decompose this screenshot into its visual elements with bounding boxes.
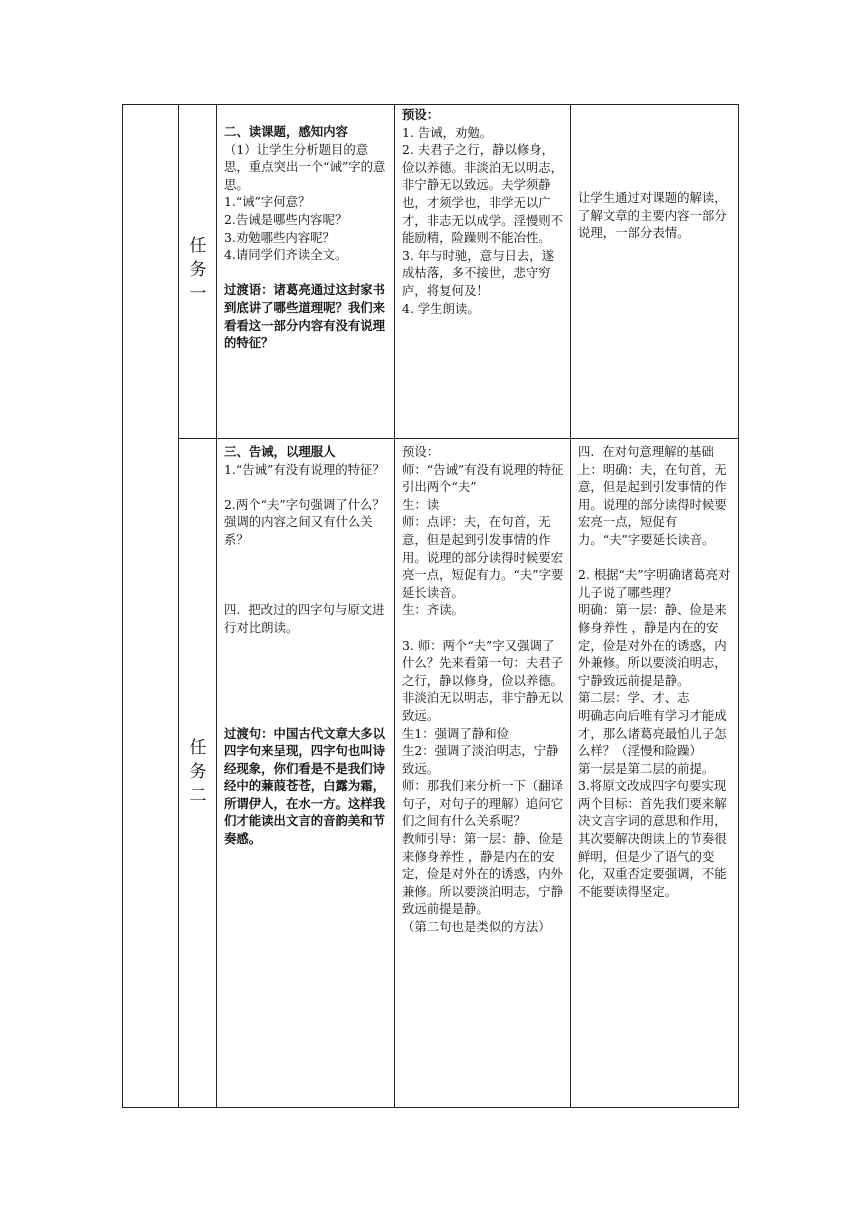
task-1-char: 务: [189, 260, 207, 280]
cell-paragraph: 三、告诫，以理服人: [224, 444, 336, 459]
task-2-expected-answers: [402, 443, 566, 936]
task-2-label: [180, 736, 216, 808]
cell-paragraph: 生1：强调了静和俭: [402, 725, 510, 741]
cell-paragraph: 3. 师：两个“夫”字又强调了什么？先来看第一句：夫君子之行，静以修身，俭以养德。非淡泊无以明志，非宁静无以致远。: [402, 637, 564, 723]
cell-paragraph: [224, 549, 390, 567]
cell-paragraph: 第一层是第二层的前提。: [578, 760, 715, 776]
cell-paragraph: [224, 584, 390, 602]
task-1-expected-answers: [402, 106, 566, 317]
cell-paragraph: 4.请同学们齐读全文。: [224, 247, 348, 263]
cell-paragraph: 2.两个“夫”字句强调了什么？强调的内容之间又有什么关系？: [224, 496, 385, 547]
table-row-divider: [178, 438, 739, 439]
task-1-char: 一: [189, 284, 207, 304]
cell-paragraph: 四. 把改过的四字句与原文进行对比朗读。: [224, 602, 385, 635]
cell-paragraph: 师：那我们来分析一下（翻译句子，对句子的理解）追问它们之间有什么关系呢？: [402, 778, 564, 829]
cell-paragraph: 1.“告诫”有没有说理的特征？: [224, 461, 385, 477]
table-border-bottom: [122, 1107, 739, 1108]
cell-paragraph: [578, 549, 734, 567]
task-1-activities: [224, 123, 390, 352]
cell-paragraph: （第二句也是类似的方法）: [402, 919, 551, 935]
cell-paragraph: 预设：: [402, 107, 440, 122]
task-2-activities: [224, 443, 390, 848]
cell-paragraph: 师：点评：夫，在句首，无意，但是起到引发事情的作用。说理的部分读得时候要宏亮一点，短促有力。“夫”字要延长读音。: [402, 514, 564, 600]
task-1-label: [180, 234, 216, 306]
table-border-right: [738, 104, 739, 1108]
cell-paragraph: [224, 689, 390, 707]
table-border-top: [122, 104, 739, 105]
cell-paragraph: 过渡语：诸葛亮通过这封家书到底讲了哪些道理呢？我们来看看这一部分内容有没有说理的特征？: [224, 282, 386, 351]
cell-paragraph: 师：“告诫”有没有说理的特征引出两个“夫”: [402, 461, 564, 495]
cell-paragraph: 四. 在对句意理解的基础上：明确：夫，在句首，无意，但是起到引发事情的作用。说理的部分读得时候要宏亮一点，短促有力。“夫”字要延长读音。: [578, 444, 727, 547]
task-2-design-intent: [578, 443, 734, 900]
cell-paragraph: 生：齐读。: [402, 602, 464, 618]
cell-paragraph: 预设：: [402, 444, 440, 459]
cell-paragraph: 明确志向后唯有学习才能成才，那么诸葛亮最怕儿子怎么样？（淫慢和险躁）: [578, 707, 727, 759]
table-column-divider: [216, 104, 217, 1108]
cell-paragraph: [224, 637, 390, 655]
cell-paragraph: 4. 学生朗读。: [402, 300, 480, 316]
cell-paragraph: 2.告诫是哪些内容呢？: [224, 211, 348, 227]
cell-paragraph: [224, 478, 390, 496]
cell-paragraph: （1）让学生分析题目的意思，重点突出一个“诫”字的意思。: [224, 141, 386, 192]
table-border-left: [122, 104, 123, 1108]
cell-paragraph: 让学生通过对课题的解读，了解文章的主要内容一部分说理，一部分表情。: [578, 190, 727, 241]
table-column-divider: [394, 104, 395, 1108]
table-column-divider: [178, 104, 179, 1108]
lesson-plan-table: [122, 104, 739, 1108]
task-2-char: 任: [189, 738, 207, 758]
cell-paragraph: [402, 619, 566, 637]
cell-paragraph: 3.将原文改成四字句要实现两个目标：首先我们要来解决文言字词的意思和作用，其次要解决朗读上的节奏很鲜明，但是少了语气的变化，双重否定要强调，不能不能要读得坚定。: [578, 778, 727, 899]
cell-paragraph: [224, 672, 390, 690]
cell-paragraph: 过渡句：中国古代文章大多以四字句来呈现，四字句也叫诗经现象，你们看是不是我们诗经中的蒹葭苍苍，白露为霜，所谓伊人，在水一方。这样我们才能读出文言的音韵美和节奏感。: [224, 725, 386, 847]
cell-paragraph: 2. 根据“夫”字明确诸葛亮对儿子说了哪些理？: [578, 567, 731, 600]
cell-paragraph: 3.劝勉哪些内容呢？: [224, 229, 335, 245]
cell-paragraph: 1.“诫”字何意？: [224, 194, 311, 210]
cell-paragraph: [224, 264, 390, 282]
cell-paragraph: 第二层：学、才、志: [578, 690, 690, 706]
task-2-char: 务: [189, 762, 207, 782]
task-1-char: 任: [189, 236, 207, 256]
cell-paragraph: 1. 告诫，劝勉。: [402, 124, 493, 140]
table-column-divider: [570, 104, 571, 1108]
cell-paragraph: 二、读课题，感知内容: [224, 124, 348, 139]
cell-paragraph: [224, 566, 390, 584]
task-2-char: 二: [189, 786, 207, 806]
cell-paragraph: 生：读: [402, 496, 440, 512]
cell-paragraph: [224, 654, 390, 672]
cell-paragraph: 生2：强调了淡泊明志，宁静致远。: [402, 743, 559, 776]
cell-paragraph: 3. 年与时驰，意与日去，遂成枯落，多不接世，悲守穷庐，将复何及！: [402, 247, 555, 298]
task-1-design-intent: [578, 189, 734, 242]
cell-paragraph: 明确：第一层：静、俭是来修身养性 ，静是内在的安定，俭是对外在的诱惑，内外兼修。所以要淡泊明志，宁静致远前提是静。: [578, 602, 727, 688]
cell-paragraph: 2. 夫君子之行，静以修身，俭以养德。非淡泊无以明志，非宁静无以致远。夫学须静也，才须学也，非学无以广才，非志无以成学。淫慢则不能励精，险躁则不能冶性。: [402, 142, 564, 246]
cell-paragraph: [224, 707, 390, 725]
cell-paragraph: 教师引导：第一层：静、俭是来修身养性 ，静是内在的安定，俭是对外在的诱惑，内外兼修。所以要淡泊明志，宁静致远前提是静。: [402, 831, 564, 917]
